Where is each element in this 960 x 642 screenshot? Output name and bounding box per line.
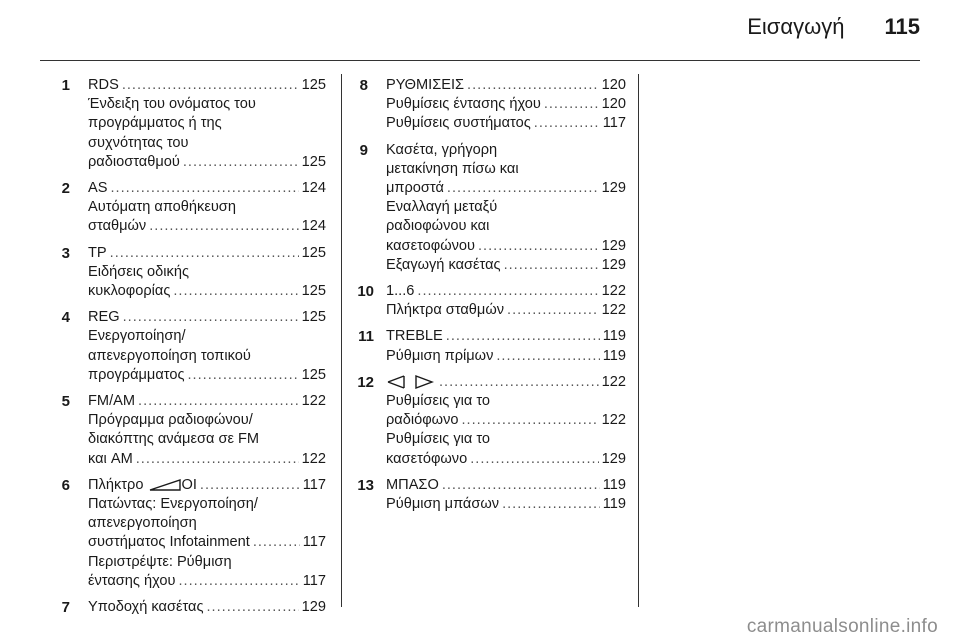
dot-leader [534, 114, 600, 133]
entry-text: TREBLE [386, 328, 443, 345]
entry-line [88, 495, 326, 514]
index-entry-5 [56, 392, 326, 469]
entry-line [88, 411, 326, 430]
dot-leader [183, 153, 299, 172]
dot-leader [442, 476, 600, 495]
dot-leader [507, 301, 599, 320]
page-reference: 117 [302, 476, 326, 493]
entry-line [88, 450, 326, 469]
page-reference: 119 [602, 496, 626, 513]
entry-line [386, 237, 626, 256]
dot-leader [123, 308, 299, 327]
entry-line [386, 373, 626, 392]
index-entry-1 [56, 76, 326, 172]
entry-line [88, 134, 326, 153]
page-reference: 120 [601, 96, 626, 113]
index-column-right [354, 76, 626, 521]
page-reference: 119 [602, 476, 626, 493]
dot-leader [110, 244, 299, 263]
watermark: carmanualsonline.info [746, 616, 938, 637]
dot-leader [253, 533, 300, 552]
entry-line [88, 263, 326, 282]
entry-line [386, 411, 626, 430]
index-entry-2 [56, 179, 326, 237]
entry-line [386, 476, 626, 495]
header-rule [40, 60, 920, 61]
entry-text: διακόπτης ανάμεσα σε FM [88, 431, 260, 448]
entry-text: Υποδοχή κασέτας [88, 599, 204, 616]
entry-text: Πλήκτρα σταθμών [386, 302, 505, 319]
entry-text: Ρυθμίσεις για το [386, 431, 491, 448]
page-reference: 129 [601, 450, 626, 467]
entry-line [88, 430, 326, 449]
page-reference: 125 [301, 244, 326, 261]
entry-text: Ένδειξη του ονόματος του [88, 96, 256, 113]
entry-line [386, 198, 626, 217]
entry-line [88, 572, 326, 591]
column-divider-2 [638, 74, 639, 607]
entry-number: 4 [61, 309, 70, 327]
page-title: Εισαγωγή [747, 14, 845, 39]
entry-text: προγράμματος ή της [88, 115, 222, 132]
entry-text: Πλήκτρο OI [88, 476, 197, 493]
dot-leader [447, 179, 599, 198]
dot-leader [504, 256, 599, 275]
entry-text: Κασέτα, γρήγορη [386, 141, 498, 158]
page-reference: 117 [302, 534, 326, 551]
entry-text: ΜΠΑΣΟ [386, 476, 439, 493]
entry-text: μπροστά [386, 180, 444, 197]
entry-line [88, 308, 326, 327]
entry-text: Ρύθμιση πρίμων [386, 347, 494, 364]
dot-leader [462, 411, 599, 430]
index-entry-3 [56, 244, 326, 302]
entry-line [88, 533, 326, 552]
dot-leader [149, 217, 298, 236]
entry-line [386, 114, 626, 133]
entry-text: Ενεργοποίηση/ [88, 328, 186, 345]
page-reference: 122 [601, 412, 626, 429]
entry-text: έντασης ήχου [88, 572, 176, 589]
entry-text: 1...6 [386, 283, 415, 300]
dot-leader [478, 237, 599, 256]
page-reference: 119 [602, 328, 626, 345]
index-entry-6 [56, 476, 326, 591]
entry-text: ραδιοσταθμού [88, 153, 180, 170]
page-reference: 122 [301, 393, 326, 410]
entry-number: 5 [61, 393, 70, 411]
entry-number: 6 [61, 476, 70, 494]
entry-line [88, 179, 326, 198]
entry-text: Περιστρέψτε: Ρύθμιση [88, 553, 232, 570]
dot-leader [467, 76, 599, 95]
entry-line [386, 392, 626, 411]
index-entry-12 [354, 373, 626, 469]
entry-text: κασετοφώνου [386, 237, 475, 254]
entry-text: σταθμών [88, 218, 147, 235]
entry-line [88, 76, 326, 95]
entry-number: 7 [61, 599, 70, 617]
index-entry-9 [354, 141, 626, 275]
volume-ramp-icon [148, 478, 182, 492]
entry-line [88, 198, 326, 217]
page-reference: 125 [301, 77, 326, 93]
dot-leader [439, 373, 599, 392]
entry-text: και AM [88, 450, 133, 467]
entry-line [88, 327, 326, 346]
index-entry-11 [354, 327, 626, 365]
entry-number: 12 [357, 373, 374, 391]
dot-leader [179, 572, 300, 591]
entry-line [386, 347, 626, 366]
page-header [747, 14, 920, 40]
entry-text: Εναλλαγή μεταξύ [386, 199, 498, 216]
entry-line [88, 392, 326, 411]
page-reference: 125 [301, 309, 326, 326]
entry-line [386, 282, 626, 301]
entry-line [88, 476, 326, 495]
entry-text: συστήματος Infotainment [88, 534, 250, 551]
dot-leader [544, 95, 599, 114]
page-reference: 129 [601, 237, 626, 254]
entry-text: απενεργοποίηση τοπικού [88, 347, 251, 364]
entry-text: Ειδήσεις οδικής [88, 263, 189, 280]
entry-line [88, 217, 326, 236]
entry-text: Εξαγωγή κασέτας [386, 256, 501, 273]
entry-text: Ρυθμίσεις έντασης ήχου [386, 96, 541, 113]
index-entry-13 [354, 476, 626, 514]
page-reference: 129 [601, 180, 626, 197]
entry-line [386, 256, 626, 275]
page-reference: 122 [601, 373, 626, 390]
page-reference: 125 [301, 366, 326, 383]
entry-number: 8 [359, 77, 368, 94]
entry-line [386, 160, 626, 179]
entry-line [88, 514, 326, 533]
entry-text: συχνότητας του [88, 134, 189, 151]
entry-line [386, 495, 626, 514]
page-reference: 122 [601, 302, 626, 319]
page-number: 115 [884, 14, 920, 39]
entry-line [386, 141, 626, 160]
entry-number: 3 [61, 244, 70, 262]
entry-line [88, 347, 326, 366]
page-reference: 117 [602, 115, 626, 132]
dot-leader [470, 450, 598, 469]
entry-symbol-text: OI [181, 476, 197, 493]
entry-text: Ρυθμίσεις συστήματος [386, 115, 531, 132]
page-reference: 125 [301, 153, 326, 170]
entry-line [386, 327, 626, 346]
entry-line [88, 366, 326, 385]
entry-number: 9 [359, 141, 368, 159]
entry-text: μετακίνηση πίσω και [386, 160, 519, 177]
seek-left-right-icon [386, 375, 436, 389]
entry-text: ραδιόφωνο [386, 412, 459, 429]
page-reference: 129 [601, 256, 626, 273]
entry-line [88, 598, 326, 617]
entry-text: FM/AM [88, 393, 136, 410]
index-column-left [56, 76, 326, 624]
page-reference: 117 [302, 572, 326, 589]
column-divider-1 [341, 74, 342, 607]
entry-number: 10 [357, 283, 374, 301]
entry-text: AS [88, 180, 108, 197]
page-reference: 120 [601, 77, 626, 93]
entry-number: 11 [358, 328, 374, 346]
entry-line [88, 244, 326, 263]
entry-text: απενεργοποίηση [88, 515, 197, 532]
entry-line [386, 95, 626, 114]
page-reference: 119 [602, 347, 626, 364]
page-reference: 122 [301, 450, 326, 467]
entry-line [386, 430, 626, 449]
page-reference: 125 [301, 283, 326, 300]
entry-line [88, 553, 326, 572]
entry-text: TP [88, 244, 107, 261]
entry-line [386, 301, 626, 320]
dot-leader [496, 347, 599, 366]
entry-line [386, 217, 626, 236]
entry-text: REG [88, 309, 120, 326]
index-entry-7 [56, 598, 326, 617]
page-reference: 129 [301, 599, 326, 616]
entry-text [386, 373, 436, 392]
entry-number: 1 [61, 77, 70, 94]
entry-line [386, 179, 626, 198]
dot-leader [136, 450, 299, 469]
entry-text: Ρυθμίσεις για το [386, 393, 491, 410]
entry-line [88, 95, 326, 114]
entry-line [88, 282, 326, 301]
entry-text: Αυτόματη αποθήκευση [88, 199, 236, 216]
entry-line [386, 76, 626, 95]
dot-leader [200, 476, 300, 495]
dot-leader [187, 366, 298, 385]
entry-text: ΡΥΘΜΙΣΕΙΣ [386, 77, 465, 93]
entry-text: Πατώντας: Ενεργοποίηση/ [88, 496, 258, 513]
entry-text: Πρόγραμμα ραδιοφώνου/ [88, 412, 253, 429]
page-reference: 124 [301, 180, 326, 197]
dot-leader [138, 392, 299, 411]
dot-leader [446, 327, 600, 346]
entry-line [386, 450, 626, 469]
entry-text: RDS [88, 77, 119, 93]
entry-number: 2 [61, 180, 70, 198]
entry-text: κυκλοφορίας [88, 283, 171, 300]
entry-line [88, 114, 326, 133]
entry-text: προγράμματος [88, 366, 185, 383]
dot-leader [207, 598, 299, 617]
dot-leader [417, 282, 598, 301]
entry-text: ραδιοφώνου και [386, 218, 490, 235]
index-entry-10 [354, 282, 626, 320]
page-reference: 124 [301, 218, 326, 235]
index-entry-4 [56, 308, 326, 385]
dot-leader [110, 179, 298, 198]
entry-text: κασετόφωνο [386, 450, 468, 467]
page-reference: 122 [601, 283, 626, 300]
entry-line [88, 153, 326, 172]
entry-number: 13 [357, 476, 374, 494]
dot-leader [122, 76, 299, 95]
entry-text: Ρύθμιση μπάσων [386, 496, 500, 513]
dot-leader [502, 495, 600, 514]
index-entry-8 [354, 76, 626, 134]
dot-leader [173, 282, 298, 301]
